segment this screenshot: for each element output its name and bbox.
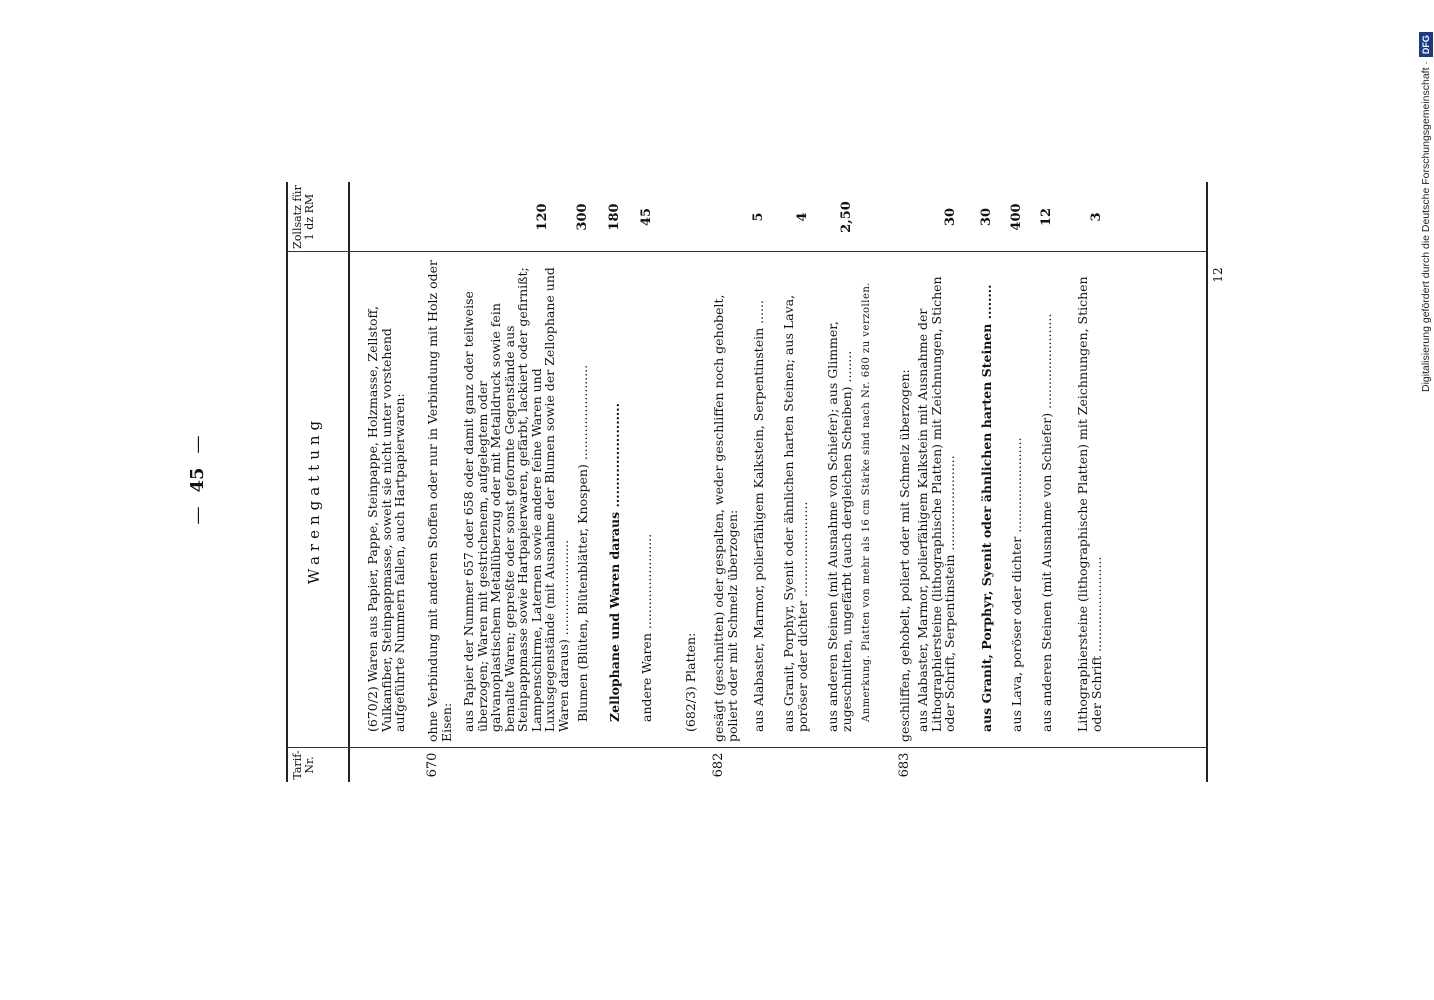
ware-description: (670/2) Waren aus Papier, Pappe, Steinpappe, Holzmasse, Zellstoff, Vulkanfiber, Steinpappmasse, soweit sie nicht unter vorstehend aufgeführte Nummern fallen, auch Hartpapierwaren:	[365, 306, 407, 732]
annotation-text: Anmerkung. Platten von mehr als 16 cm Stärke sind nach Nr. 680 zu verzollen.	[861, 282, 872, 722]
tarif-nr: 683	[897, 752, 912, 778]
ware-description: Zellophane und Waren daraus ........................	[607, 403, 622, 722]
ware-description: aus Papier der Nummer 657 oder 658 oder damit ganz oder teilweise überzogen; Waren mit gestrichenem, aufgelegtem oder galvanoplastischem Metallüberzug oder mit Metalldruck sowie fein bemalte Waren; gepreßte oder sonst geformte Gegenstände aus Steinpappmasse sowie Hartpapierwaren, gefärbt, lackiert oder gefirnißt; Lampenschirme, Laternen sowie andere feine Waren und Luxusgegenstände (mit Ausnahme der Blumen sowie der Zellophane und Waren daraus) ........................	[461, 267, 571, 732]
ware-description: aus Lava, poröser oder dichter ........................	[1009, 437, 1024, 732]
table-rule-header	[348, 182, 350, 782]
ware-description: aus Alabaster, Marmor, polierfähigem Kalkstein, Serpentinstein ......	[751, 300, 766, 732]
rate-value: 30	[979, 207, 994, 227]
ware-description: ohne Verbindung mit anderen Stoffen oder nur in Verbindung mit Holz oder Eisen:	[425, 260, 454, 742]
signature-mark: 12	[1211, 267, 1225, 283]
rate-value: 120	[535, 203, 550, 231]
ware-description: Blumen (Blüten, Blütenblätter, Knospen) ........................	[575, 364, 590, 722]
ware-description: andere Waren ........................	[639, 533, 654, 722]
tariff-table	[286, 182, 1211, 782]
tarif-nr: 682	[711, 752, 726, 778]
dash-right: —	[186, 435, 208, 454]
rate-value: 300	[575, 203, 590, 231]
header-zollsatz: Zollsatz für 1 dz RM	[291, 185, 316, 249]
header-warengattung: Warengattung	[305, 415, 323, 585]
ware-description: gesägt (geschnitten) oder gespalten, weder geschliffen noch gehobelt, poliert oder mit Schmelz überzogen:	[711, 294, 740, 742]
tarif-nr: 670	[425, 752, 440, 778]
rate-value: 3	[1089, 212, 1104, 222]
rate-value: 400	[1009, 203, 1024, 231]
page-number: 45	[186, 467, 208, 493]
table-rule-bottom	[1206, 182, 1208, 782]
ware-description: aus anderen Steinen (mit Ausnahme von Schiefer) ........................	[1039, 313, 1054, 732]
ware-description: aus anderen Steinen (mit Ausnahme von Schiefer); aus Glimmer, zugeschnitten, ungefärbt (auch dergleichen Scheiben) ........	[825, 321, 854, 732]
rate-value: 30	[943, 207, 958, 227]
ware-description: geschliffen, gehobelt, poliert oder mit Schmelz überzogen:	[897, 369, 912, 742]
rate-value: 5	[751, 212, 766, 222]
ware-description: aus Granit, Porphyr, Syenit oder ähnlichen harten Steinen; aus Lava, poröser oder dichter ........................	[781, 294, 810, 732]
dfg-notice-text: Digitalisierung gefördert durch die Deutsche Forschungsgemeinschaft ·	[1420, 61, 1432, 392]
column-divider-rate	[286, 251, 1207, 252]
ware-description: aus Alabaster, Marmor, polierfähigem Kalkstein mit Ausnahme der Lithographiersteine (lithographische Platten) mit Zeichnungen, Stichen oder Schrift, Serpentinstein ........................	[915, 276, 957, 732]
dfg-logo: DFG	[1419, 32, 1433, 57]
rate-value: 180	[607, 203, 622, 231]
header-tarif-nr: Tarif-Nr.	[291, 750, 316, 780]
ware-description: (682/3) Platten:	[683, 632, 698, 732]
ware-description: aus Granit, Porphyr, Syenit oder ähnlichen harten Steinen ........	[979, 284, 994, 732]
table-rule-top	[286, 182, 288, 782]
dfg-notice	[1418, 2, 1434, 392]
column-divider-nr	[286, 747, 1207, 748]
ware-description: Lithographiersteine (lithographische Platten) mit Zeichnungen, Stichen oder Schrift ........................	[1075, 276, 1104, 732]
rate-value: 12	[1039, 207, 1054, 227]
rate-value: 4	[795, 212, 810, 222]
rate-value: 2,50	[839, 201, 854, 233]
dash-left: —	[186, 506, 208, 525]
page-number-line	[182, 420, 212, 540]
rate-value: 45	[639, 207, 654, 227]
